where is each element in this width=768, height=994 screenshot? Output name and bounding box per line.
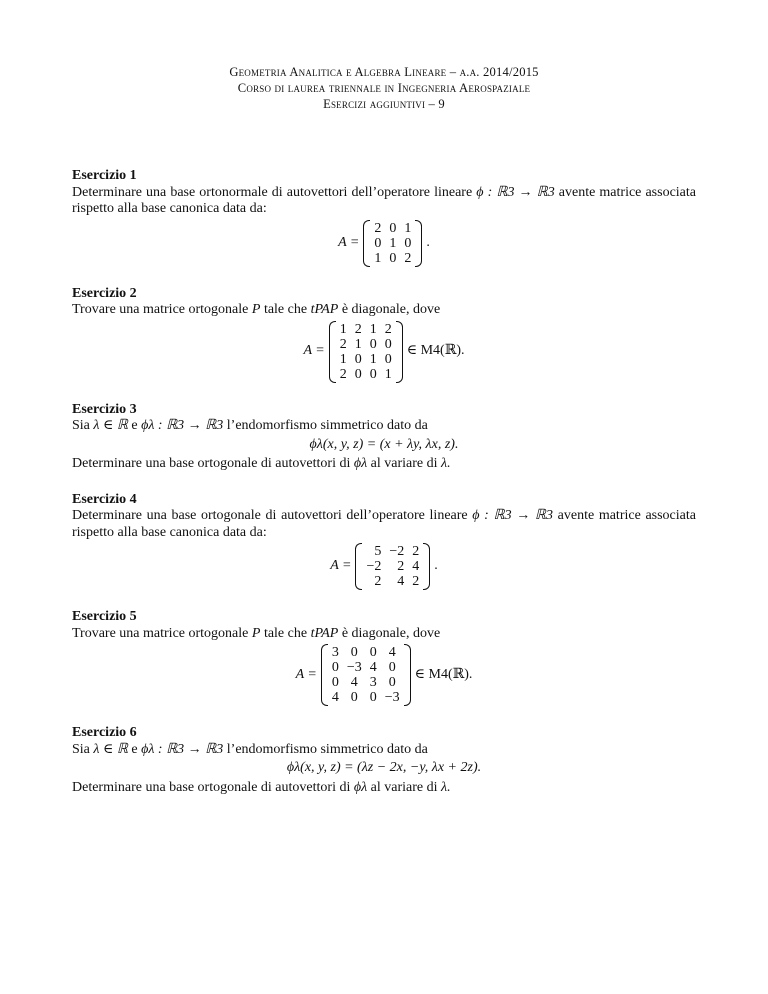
matrix-cell: 0 [404,235,412,251]
exercise-6 [72,725,696,796]
matrix-cell: 2 [404,250,412,266]
matrix-cell: 4 [397,574,405,589]
exercise-1 [72,168,696,267]
exercise-closing: Determinare una base ortogonale di autovettori di ϕλ al variare di λ. [72,456,451,471]
matrix-cell: 0 [369,690,377,705]
exercise-closing: Determinare una base ortogonale di autovettori di ϕλ al variare di λ. [72,779,451,795]
matrix-a [362,544,423,589]
matrix-cell: 1 [339,351,347,367]
exercise-text: Sia λ ∈ ℝ e ϕλ : ℝ3 → ℝ3 l’endomorfismo simmetrico dato da [72,741,428,757]
matrix-row [336,322,396,337]
exercise-text: Trovare una matrice ortogonale P tale che tPAP è diagonale, dove [72,625,441,641]
matrix-cell: 0 [389,220,397,236]
matrix-row [362,574,423,589]
matrix-cell: −2 [389,544,405,559]
exercise-text: Determinare una base ortogonale di autovettori dell’operatore lineare ϕ : ℝ3 → ℝ3 avente matrice associata rispetto alla base canonica data da: [72,508,696,540]
matrix-row [336,367,396,382]
matrix-row [336,337,396,352]
matrix-cell: −3 [384,690,400,705]
matrix-cell: 1 [369,351,377,367]
exercise-text: Trovare una matrice ortogonale P tale che tPAP è diagonale, dove [72,302,441,317]
matrix-cell: 2 [374,220,382,236]
matrix-cell: 1 [389,235,397,251]
matrix-row [336,352,396,367]
matrix-cell: 1 [369,321,377,337]
math-map: ϕ : ℝ3 → ℝ3 [476,184,555,200]
exercise-title: Esercizio 1 [72,168,137,183]
matrix-cell: 0 [354,351,362,367]
matrix-cell: 0 [389,250,397,266]
exercise-list [72,168,696,796]
header-exercise-sheet: Esercizi aggiuntivi – 9 [323,97,445,111]
matrix-display: A = 1 2 1 2 2 1 0 0 1 0 1 0 2 0 0 1 ∈ M4(ℝ). [303,321,465,382]
exercise-3 [72,402,696,473]
matrix-cell: 1 [404,220,412,236]
matrix-cell: 0 [384,336,392,352]
matrix-row [370,221,415,236]
matrix-cell: 3 [369,675,377,690]
matrix-cell: 2 [339,336,347,352]
matrix-cell: −3 [346,660,362,675]
header-course-title: Geometria Analitica e Algebra Lineare – a.a. 2014/2015 [229,65,539,79]
document-page [72,64,696,815]
formula-display: ϕλ(x, y, z) = (λz − 2x, −y, λx + 2z). [286,760,482,775]
matrix-cell: 4 [369,660,377,675]
matrix-display: A = 5 −2 2 −2 2 4 2 4 2 . [330,544,438,589]
exercise-text: Sia λ ∈ ℝ e ϕλ : ℝ3 → ℝ3 l’endomorfismo simmetrico dato da [72,418,428,433]
matrix-cell: 4 [412,559,420,574]
matrix-cell: 0 [354,366,362,382]
matrix-cell: 2 [412,574,420,589]
matrix-row [328,690,404,705]
matrix-cell: 3 [331,645,339,660]
matrix-cell: 0 [369,336,377,352]
matrix-row [370,236,415,251]
matrix-row [362,559,423,574]
matrix-row [328,645,404,660]
matrix-cell: 2 [397,559,405,574]
matrix-a [370,221,415,266]
matrix-cell: 2 [374,574,382,589]
matrix-cell: 0 [374,235,382,251]
matrix-row [328,660,404,675]
matrix-row [328,675,404,690]
matrix-cell: 1 [339,321,347,337]
matrix-cell: 0 [369,645,377,660]
matrix-cell: 0 [350,645,358,660]
exercise-title: Esercizio 4 [72,491,137,507]
matrix-cell: 0 [384,351,392,367]
exercise-text: Determinare una base ortonormale di autovettori dell’operatore lineare ϕ : ℝ3 → ℝ3 avente matrice associata rispetto alla base canonica data da: [72,184,696,216]
matrix-row [362,544,423,559]
exercise-title: Esercizio 6 [72,725,137,740]
matrix-cell: 2 [412,544,420,559]
matrix-cell: 0 [331,660,339,675]
matrix-cell: 2 [339,366,347,382]
exercise-2 [72,286,696,383]
matrix-cell: 1 [384,366,392,382]
header-degree: Corso di laurea triennale in Ingegneria Aerospaziale [237,81,531,95]
document-header [72,64,696,112]
formula-display: ϕλ(x, y, z) = (x + λy, λx, z). [309,436,459,452]
matrix-cell: 4 [331,690,339,705]
matrix-a [328,645,404,705]
matrix-cell: 1 [354,336,362,352]
matrix-display: A = 2 0 1 0 1 0 1 0 2 . [338,220,430,266]
matrix-a [336,322,396,382]
matrix-cell: 0 [388,660,396,675]
matrix-row [370,251,415,266]
matrix-cell: 2 [384,321,392,337]
matrix-cell: −2 [366,559,382,574]
exercise-title: Esercizio 2 [72,285,137,301]
matrix-cell: 4 [350,675,358,690]
matrix-cell: 0 [369,366,377,382]
matrix-cell: 0 [350,690,358,705]
matrix-cell: 0 [388,675,396,690]
matrix-cell: 2 [354,321,362,337]
matrix-cell: 0 [331,675,339,690]
exercise-title: Esercizio 3 [72,401,137,417]
exercise-4 [72,492,696,591]
matrix-cell: 1 [374,250,382,266]
matrix-cell: 5 [374,544,382,559]
matrix-cell: 4 [388,645,396,660]
exercise-5 [72,609,696,706]
exercise-title: Esercizio 5 [72,609,137,624]
matrix-display: A = 3 0 0 4 0 −3 4 0 0 4 3 0 4 0 0 −3 ∈ M4(ℝ). [295,645,473,705]
